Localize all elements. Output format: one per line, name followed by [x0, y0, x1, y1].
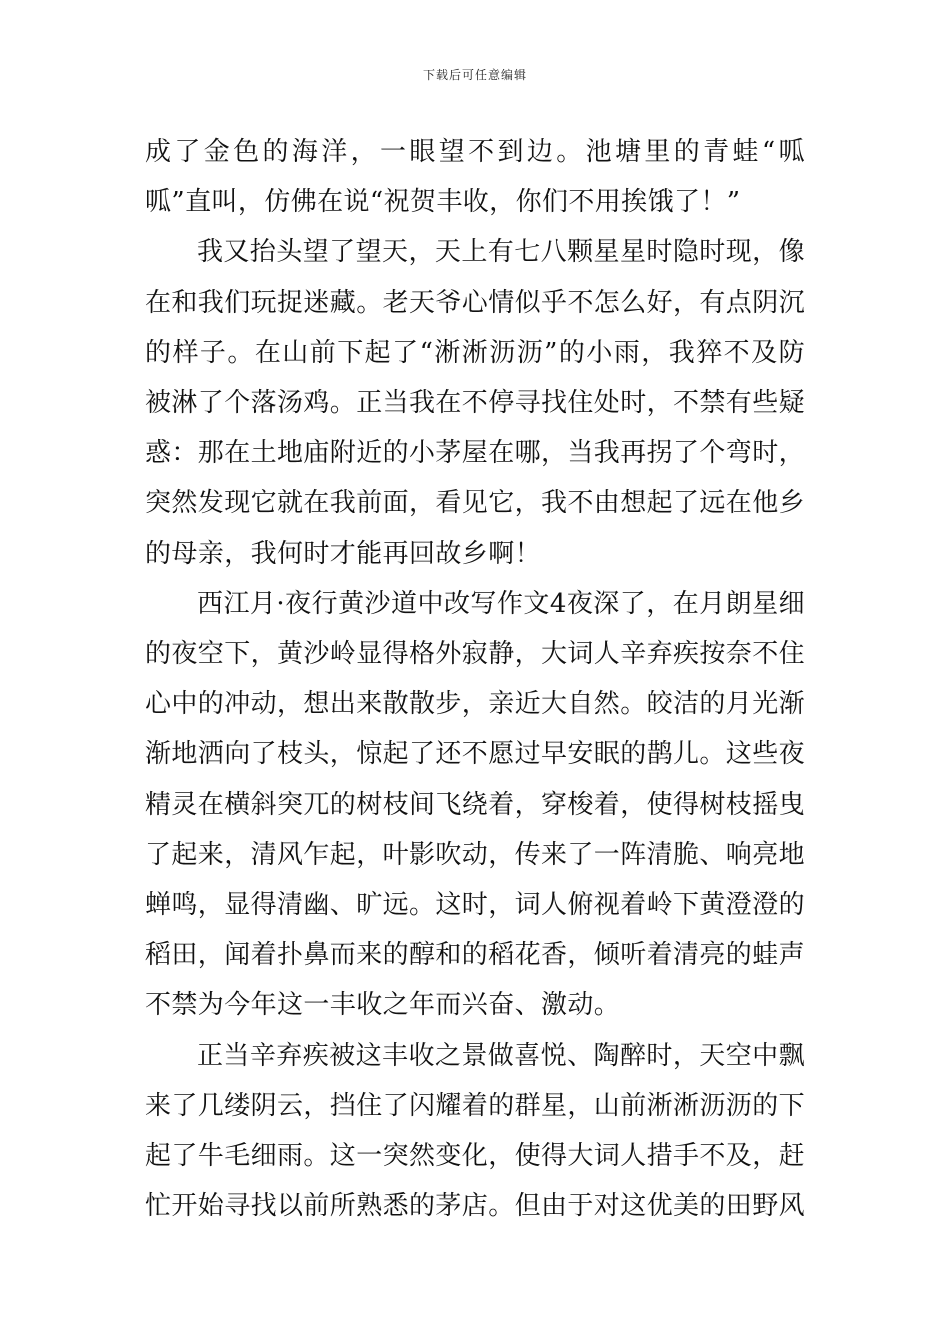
paragraph: 西江月·夜行黄沙道中改写作文4夜深了，在月朗星细的夜空下，黄沙岭显得格外寂静，大词人辛弃疾按奈不住心中的冲动，想出来散散步，亲近大自然。皎洁的月光渐渐地洒向了枝头，惊起了还不愿过早安眠的鹊儿。这些夜精灵在横斜突兀的树枝间飞绕着，穿梭着，使得树枝摇曳了起来，清风乍起，叶影吹动，传来了一阵清脆、响亮地蝉鸣，显得清幽、旷远。这时，词人俯视着岭下黄澄澄的稻田，闻着扑鼻而来的醇和的稻花香，倾听着清亮的蛙声不禁为今年这一丰收之年而兴奋、激动。	[145, 588, 806, 1021]
page-header: 下载后可任意编辑	[422, 68, 527, 82]
document-body	[145, 127, 805, 1231]
paragraph: 正当辛弃疾被这丰收之景做喜悦、陶醉时，天空中飘来了几缕阴云，挡住了闪耀着的群星，山前淅淅沥沥的下起了牛毛细雨。这一突然变化，使得大词人措手不及，赶忙开始寻找以前所熟悉的茅店。但由于对这优美的田野风	[145, 1040, 806, 1222]
paragraph: 我又抬头望了望天，天上有七八颗星星时隐时现，像在和我们玩捉迷藏。老天爷心情似乎不怎么好，有点阴沉的样子。在山前下起了“淅淅沥沥”的小雨，我猝不及防被淋了个落汤鸡。正当我在不停寻找住处时，不禁有些疑惑：那在土地庙附近的小茅屋在哪，当我再拐了个弯时，突然发现它就在我前面，看见它，我不由想起了远在他乡的母亲，我何时才能再回故乡啊！	[145, 237, 806, 569]
paragraph: 成了金色的海洋，一眼望不到边。池塘里的青蛙“呱呱”直叫，仿佛在说“祝贺丰收，你们不用挨饿了！”	[145, 137, 805, 218]
